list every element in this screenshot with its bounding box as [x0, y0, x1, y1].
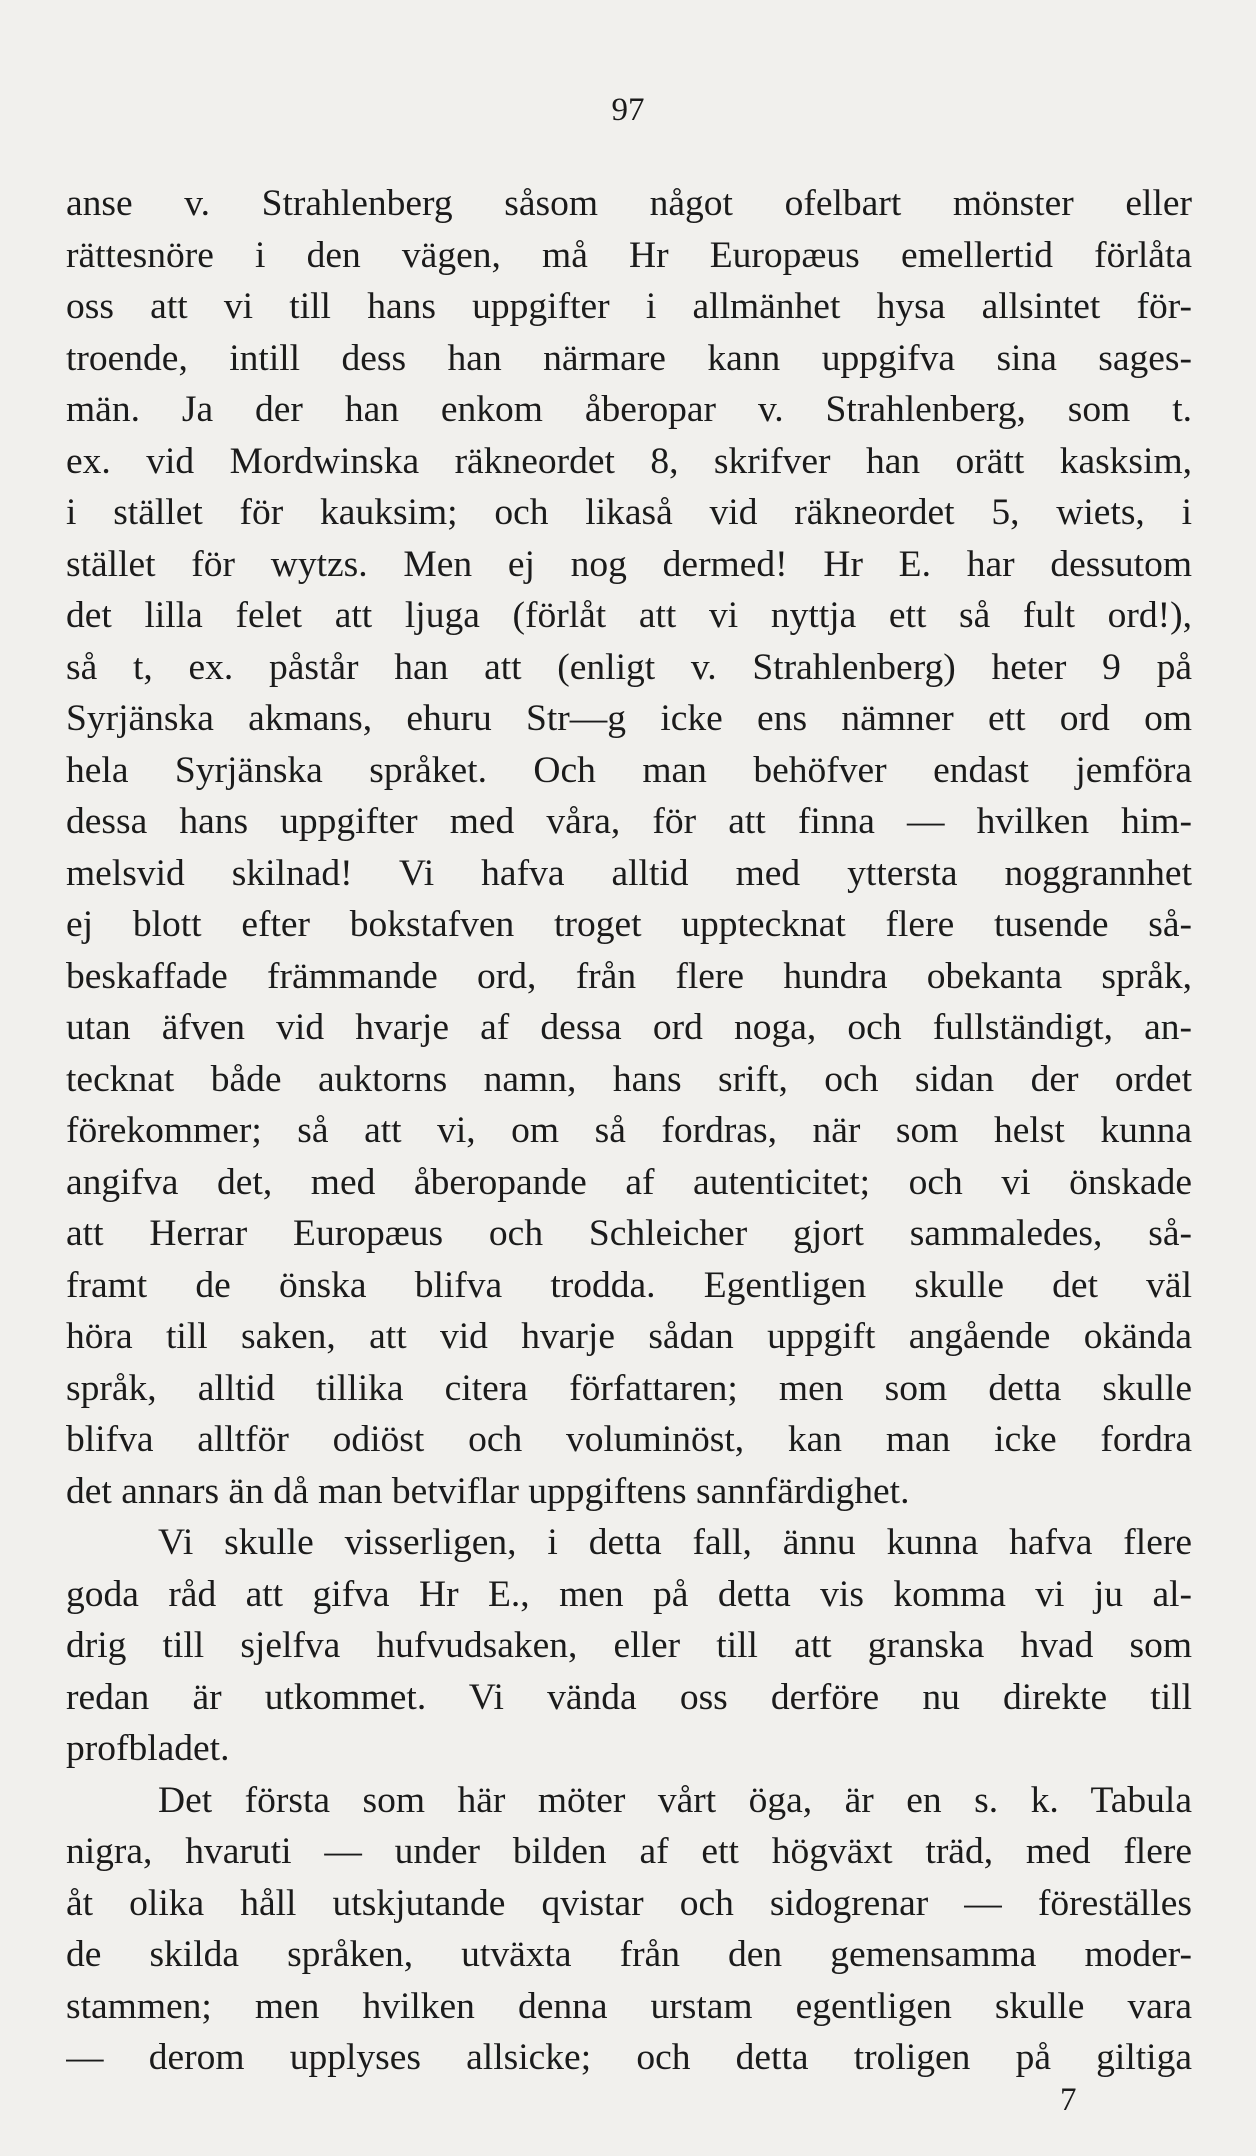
text-line: goda råd att gifva Hr E., men på detta vis komma vi ju al- [66, 1573, 1192, 1615]
text-line: angifva det, med åberopande af autenticitet; och vi önskade [66, 1161, 1192, 1203]
text-line: Det första som här möter vårt öga, är en s. k. Tabula [158, 1779, 1192, 1821]
text-line: nigra, hvaruti — under bilden af ett högväxt träd, med flere [66, 1831, 1192, 1872]
text-line: blifva alltför odiöst och voluminöst, kan man icke fordra [66, 1419, 1192, 1460]
text-line: utan äfven vid hvarje af dessa ord noga, och fullständigt, an- [66, 1007, 1192, 1048]
text-line: stammen; men hvilken denna urstam egentligen skulle vara [66, 1985, 1192, 2027]
text-line: — derom upplyses allsicke; och detta troligen på giltiga [66, 2037, 1192, 2078]
page-number: 97 [611, 92, 645, 128]
text-line: Syrjänska akmans, ehuru Str—g icke ens nämner ett ord om [66, 698, 1192, 739]
text-line: män. Ja der han enkom åberopar v. Strahlenberg, som t. [66, 389, 1192, 430]
text-line: det annars än då man betviflar uppgiftens sannfärdighet. [66, 1470, 910, 1512]
text-line: hela Syrjänska språket. Och man behöfver endast jemföra [66, 749, 1192, 791]
signature-mark: 7 [1060, 2082, 1077, 2118]
body-text [66, 178, 1192, 2084]
text-line: redan är utkommet. Vi vända oss derföre nu direkte till [66, 1676, 1192, 1718]
text-line: troende, intill dess han närmare kann uppgifva sina sages- [66, 337, 1192, 379]
text-line: förekommer; så att vi, om så fordras, när som helst kunna [66, 1110, 1192, 1151]
text-line: drig till sjelfva hufvudsaken, eller till att granska hvad som [66, 1625, 1192, 1666]
text-line: så t, ex. påstår han att (enligt v. Strahlenberg) heter 9 på [66, 646, 1192, 688]
text-line: åt olika håll utskjutande qvistar och sidogrenar — föreställes [66, 1882, 1192, 1924]
text-line: framt de önska blifva trodda. Egentligen skulle det väl [66, 1264, 1192, 1306]
text-line: det lilla felet att ljuga (förlåt att vi nyttja ett så fult ord!), [66, 595, 1192, 636]
text-line: i stället för kauksim; och likaså vid räkneordet 5, wiets, i [66, 492, 1192, 533]
text-line: höra till saken, att vid hvarje sådan uppgift angående okända [66, 1316, 1192, 1357]
text-line: melsvid skilnad! Vi hafva alltid med yttersta noggrannhet [66, 852, 1192, 894]
text-line: ej blott efter bokstafven troget upptecknat flere tusende så- [66, 904, 1192, 945]
text-line: ex. vid Mordwinska räkneordet 8, skrifver han orätt kasksim, [66, 440, 1192, 482]
text-line: språk, alltid tillika citera författaren; men som detta skulle [66, 1367, 1192, 1409]
text-line: rättesnöre i den vägen, må Hr Europæus emellertid förlåta [66, 234, 1192, 276]
text-line: att Herrar Europæus och Schleicher gjort sammaledes, så- [66, 1213, 1192, 1254]
text-line: dessa hans uppgifter med våra, för att finna — hvilken him- [66, 801, 1192, 842]
text-line: de skilda språken, utväxta från den gemensamma moder- [66, 1934, 1192, 1975]
text-line: tecknat både auktorns namn, hans srift, och sidan der ordet [66, 1058, 1192, 1100]
text-line: oss att vi till hans uppgifter i allmänhet hysa allsintet för- [66, 286, 1192, 327]
text-line: stället för wytzs. Men ej nog dermed! Hr E. har dessutom [66, 543, 1192, 585]
text-line: anse v. Strahlenberg såsom något ofelbart mönster eller [66, 183, 1192, 224]
text-line: Vi skulle visserligen, i detta fall, ännu kunna hafva flere [158, 1522, 1192, 1563]
text-line: profbladet. [66, 1728, 230, 1769]
text-line: beskaffade främmande ord, från flere hundra obekanta språk, [66, 955, 1192, 997]
